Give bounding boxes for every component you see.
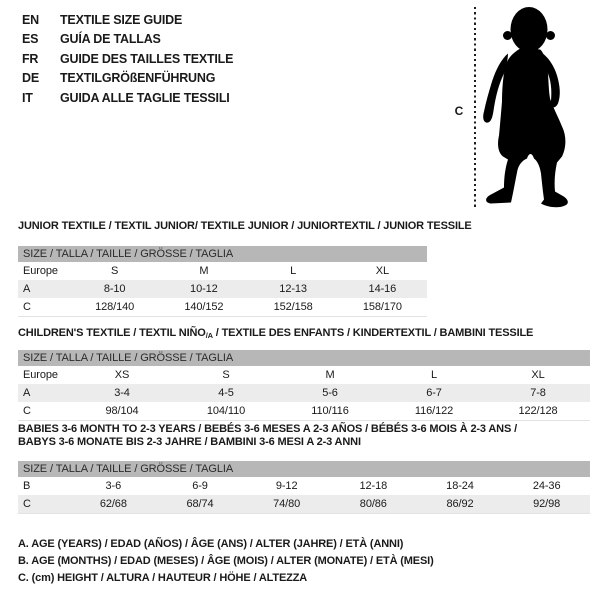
row-label: C xyxy=(23,301,31,313)
age-cell: 7-8 xyxy=(530,387,546,399)
height-cell: 74/80 xyxy=(273,498,301,510)
height-dashed-line xyxy=(474,7,476,207)
language-code: EN xyxy=(22,13,39,27)
language-title: TEXTILGRÖßENFÜHRUNG xyxy=(60,71,216,86)
size-cell: L xyxy=(290,265,297,277)
language-row-es xyxy=(22,30,233,49)
table-row-europe xyxy=(18,366,590,384)
babies-title-line1: BABIES 3-6 MONTH TO 2-3 YEARS / BEBÉS 3-6 MESES A 2-3 AÑOS / BÉBÉS 3-6 MOIS À 2-3 ANS / xyxy=(18,423,517,435)
row-label: C xyxy=(23,498,31,510)
language-row-it xyxy=(22,89,233,108)
months-cell: 9-12 xyxy=(275,480,298,492)
size-cell: L xyxy=(430,369,438,381)
age-cell: 10-12 xyxy=(190,283,218,295)
language-row-fr xyxy=(22,50,233,69)
height-cell: 98/104 xyxy=(105,405,139,417)
language-title: GUÍA DE TALLAS xyxy=(60,32,161,47)
legend-line-b: B. AGE (MONTHS) / EDAD (MESES) / ÂGE (MOIS) / ALTER (MONATE) / ETÀ (MESI) xyxy=(18,555,434,568)
months-cell: 24-36 xyxy=(532,480,561,492)
language-code: ES xyxy=(22,32,39,47)
children-title-post: / TEXTILE DES ENFANTS / KINDERTEXTIL / BAMBINI TESSILE xyxy=(212,327,534,339)
size-cell: S xyxy=(111,265,119,277)
age-cell: 12-13 xyxy=(279,283,307,295)
table-row-age xyxy=(18,280,427,298)
language-title: GUIDA ALLE TAGLIE TESSILI xyxy=(60,90,230,105)
height-cell: 92/98 xyxy=(533,498,561,510)
months-cell: 3-6 xyxy=(105,480,122,492)
junior-table xyxy=(18,246,427,317)
size-cell: S xyxy=(222,369,230,381)
row-label: C xyxy=(23,405,31,417)
size-cell: XS xyxy=(114,369,130,381)
age-cell: 8-10 xyxy=(103,283,126,295)
language-code: DE xyxy=(22,71,39,86)
height-cell: 152/158 xyxy=(273,301,313,313)
row-label: B xyxy=(23,480,31,492)
legend-line-c: C. (cm) HEIGHT / ALTURA / HAUTEUR / HÖHE / ALTEZZA xyxy=(18,572,308,585)
children-table-title xyxy=(18,327,533,342)
babies-table xyxy=(18,461,590,514)
size-cell: XL xyxy=(531,369,545,381)
height-cell: 62/68 xyxy=(99,498,127,510)
row-label: A xyxy=(23,387,31,399)
height-cell: 110/116 xyxy=(311,405,349,417)
language-row-de xyxy=(22,69,233,88)
height-cell: 128/140 xyxy=(95,301,135,313)
children-title-pre: CHILDREN'S TEXTILE / TEXTIL NIÑO xyxy=(18,327,206,339)
language-row-en xyxy=(22,11,233,30)
legend-line-a: A. AGE (YEARS) / EDAD (AÑOS) / ÂGE (ANS) / ALTER (JAHRE) / ETÀ (ANNI) xyxy=(18,538,404,550)
row-label: A xyxy=(23,283,31,295)
size-header-row: SIZE / TALLA / TAILLE / GRÖSSE / TAGLIA xyxy=(18,246,427,262)
height-cell: 140/152 xyxy=(184,301,224,313)
height-figure xyxy=(440,2,600,215)
babies-table-title xyxy=(18,423,517,449)
height-label: C xyxy=(454,104,464,118)
babies-title-line2: BABYS 3-6 MONATE BIS 2-3 JAHRE / BAMBINI 3-6 MESI A 2-3 ANNI xyxy=(18,436,361,448)
table-row-height xyxy=(18,298,427,316)
language-code: IT xyxy=(22,90,33,105)
table-row-height xyxy=(18,402,590,420)
age-cell: 5-6 xyxy=(322,387,338,399)
months-cell: 12-18 xyxy=(359,480,388,492)
language-title: TEXTILE SIZE GUIDE xyxy=(60,13,183,27)
months-cell: 18-24 xyxy=(446,480,474,492)
junior-table-title: JUNIOR TEXTILE / TEXTIL JUNIOR/ TEXTILE JUNIOR / JUNIORTEXTIL / JUNIOR TESSILE xyxy=(18,220,472,232)
children-title-sub: /A xyxy=(205,331,213,340)
size-cell: XL xyxy=(375,265,389,277)
size-header-row: SIZE / TALLA / TAILLE / GRÖSSE / TAGLIA xyxy=(18,350,590,366)
table-row-age xyxy=(18,384,590,402)
language-list xyxy=(22,11,233,108)
months-cell: 6-9 xyxy=(192,480,208,492)
measurement-legend xyxy=(18,536,434,588)
language-code: FR xyxy=(22,51,39,66)
table-row-months xyxy=(18,477,590,495)
table-row-height xyxy=(18,495,590,513)
height-cell: 116/122 xyxy=(414,405,454,417)
size-header-row: SIZE / TALLA / TAILLE / GRÖSSE / TAGLIA xyxy=(18,461,590,477)
height-cell: 86/92 xyxy=(446,498,474,510)
height-cell: 122/128 xyxy=(518,405,558,417)
height-cell: 158/170 xyxy=(362,301,402,313)
baby-silhouette-icon xyxy=(482,2,598,212)
children-table xyxy=(18,350,590,421)
language-title: GUIDE DES TAILLES TEXTILE xyxy=(60,51,234,66)
size-cell: M xyxy=(199,265,209,277)
age-cell: 6-7 xyxy=(426,387,442,399)
age-cell: 4-5 xyxy=(218,387,234,399)
row-label: Europe xyxy=(23,265,58,277)
table-row-europe xyxy=(18,262,427,280)
height-cell: 68/74 xyxy=(186,498,214,510)
age-cell: 3-4 xyxy=(114,387,130,399)
height-cell: 104/110 xyxy=(206,405,246,417)
height-cell: 80/86 xyxy=(359,498,387,510)
age-cell: 14-16 xyxy=(368,283,397,295)
row-label: Europe xyxy=(23,369,58,381)
size-cell: M xyxy=(325,369,335,381)
